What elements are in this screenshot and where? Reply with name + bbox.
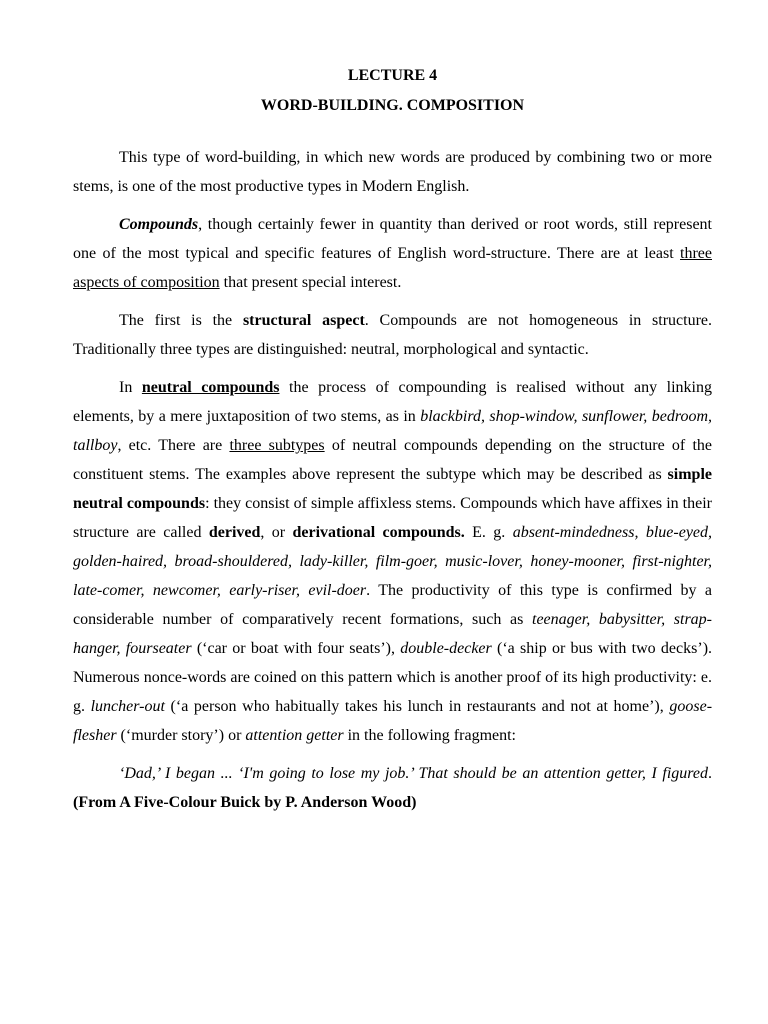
- paragraph-text: . The productivity of this type is confirmed by a considerable number of comparatively recent formations, such as: [73, 582, 713, 628]
- underlined-phrase: three aspects of composition: [73, 245, 712, 291]
- term-derived: derived: [208, 524, 261, 541]
- term-structural-aspect: structural aspect: [242, 312, 365, 329]
- paragraph-text: , though certainly fewer in quantity than derived or root words, still represent one of the most typical and specific features of English word-structure. There are at least: [73, 216, 712, 262]
- paragraph-text: the process of compounding is realised without any linking elements, by a mere juxtaposition of two stems, as in: [73, 379, 713, 425]
- underlined-phrase: three subtypes: [229, 437, 325, 454]
- paragraph-text: (‘a person who habitually takes his lunch in restaurants and not at home’),: [164, 698, 670, 715]
- paragraph-text: of neutral compounds depending on the structure of the constituent stems. The examples above represent the subtype which may be described as: [73, 437, 712, 483]
- paragraph-neutral-compounds: [73, 373, 712, 750]
- term-simple-neutral-compounds: simple neutral compounds: [73, 466, 712, 512]
- term-compounds: Compounds: [119, 216, 199, 233]
- paragraph-compounds: [73, 210, 712, 297]
- paragraph-text: E. g.: [464, 524, 513, 541]
- paragraph-text: (‘car or boat with four seats’),: [191, 640, 401, 657]
- paragraph-text: (‘a ship or bus with two decks’). Numerous nonce-words are coined on this pattern which is another proof of its high productivity: e. g.: [73, 640, 713, 715]
- examples-italic: luncher-out: [90, 698, 165, 715]
- examples-italic: blackbird, shop-window, sunflower, bedroom, tallboy: [73, 408, 713, 454]
- paragraph-text: , etc. There are: [117, 437, 230, 454]
- paragraph-structural-aspect: [73, 306, 712, 364]
- quote-source: (From A Five-Colour Buick by P. Anderson Wood): [73, 794, 417, 811]
- paragraph-text: In: [119, 379, 142, 396]
- quote-text: ‘Dad,’ I began ... ‘I'm going to lose my job.’ That should be an attention getter, I figured: [119, 765, 708, 782]
- term-neutral-compounds: neutral compounds: [141, 379, 280, 396]
- paragraph-text: : they consist of simple affixless stems. Compounds which have affixes in their structure are called: [73, 495, 712, 541]
- paragraph-text: (‘murder story’) or: [116, 727, 246, 744]
- examples-italic: attention getter: [245, 727, 344, 744]
- paragraph-text: The first is the: [119, 312, 243, 329]
- paragraph-intro: [73, 143, 712, 201]
- paragraph-text: in the following fragment:: [343, 727, 516, 744]
- lecture-title: WORD-BUILDING. COMPOSITION: [260, 97, 525, 114]
- examples-italic: teenager, babysitter, strap-hanger, fourseater: [73, 611, 712, 657]
- quote-paragraph: [73, 759, 712, 817]
- term-derivational-compounds: derivational compounds.: [292, 524, 465, 541]
- paragraph-text: . Compounds are not homogeneous in structure. Traditionally three types are distinguished: neutral, morphological and syntactic.: [73, 312, 712, 358]
- examples-italic: goose-flesher: [73, 698, 713, 744]
- examples-italic: double-decker: [400, 640, 492, 657]
- paragraph-text: , or: [260, 524, 293, 541]
- quote-period: .: [708, 765, 712, 782]
- paragraph-text: This type of word-building, in which new words are produced by combining two or more stems, is one of the most productive types in Modern English.: [73, 149, 712, 195]
- examples-italic: absent-mindedness, blue-eyed, golden-haired, broad-shouldered, lady-killer, film-goer, music-lover, honey-mooner, first-nighter, late-comer, newcomer, early-riser, evil-doer: [73, 524, 713, 599]
- lecture-number: LECTURE 4: [347, 67, 438, 84]
- paragraph-text: that present special interest.: [219, 274, 402, 291]
